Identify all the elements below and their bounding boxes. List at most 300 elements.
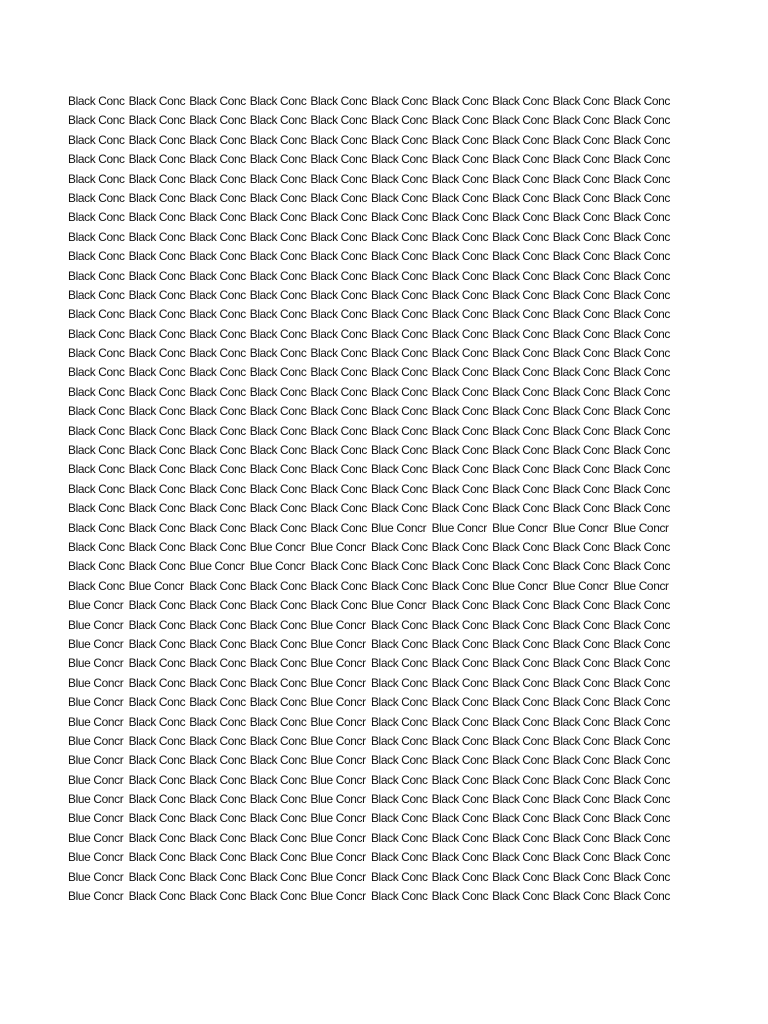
- text-row: [68, 111, 674, 130]
- text-cell: Black Conc: [249, 210, 307, 225]
- text-cell: Black Conc: [552, 636, 610, 651]
- text-cell: Blue Concr: [310, 733, 366, 748]
- text-cell: Blue Concr: [310, 675, 366, 690]
- text-cell: Black Conc: [249, 675, 307, 690]
- text-cell: Blue Concr: [310, 869, 366, 884]
- text-cell: Black Conc: [249, 384, 307, 399]
- text-cell: Blue Concr: [492, 578, 548, 593]
- text-cell: Black Conc: [370, 210, 428, 225]
- text-cell: Black Conc: [431, 229, 489, 244]
- text-cell: Black Conc: [492, 656, 549, 671]
- text-cell: Blue Concr: [310, 617, 366, 632]
- text-cell: Black Conc: [68, 443, 125, 458]
- text-cell: Black Conc: [552, 889, 610, 904]
- text-cell: Blue Concr: [249, 559, 306, 574]
- text-cell: Black Conc: [249, 656, 307, 671]
- text-cell: Black Conc: [370, 113, 428, 128]
- text-cell: Black Conc: [370, 462, 428, 477]
- text-cell: Black Conc: [128, 598, 186, 613]
- text-cell: Black Conc: [310, 423, 368, 438]
- text-cell: Black Conc: [370, 636, 428, 651]
- text-cell: Black Conc: [128, 423, 186, 438]
- text-cell: Blue Concr: [310, 656, 366, 671]
- text-cell: Black Conc: [68, 229, 125, 244]
- text-cell: Black Conc: [68, 171, 125, 186]
- text-cell: Black Conc: [492, 753, 549, 768]
- text-cell: Black Conc: [249, 714, 307, 729]
- text-cell: Blue Concr: [552, 520, 609, 535]
- text-cell: Black Conc: [189, 326, 246, 341]
- text-cell: Black Conc: [249, 249, 307, 264]
- text-cell: Black Conc: [310, 152, 368, 167]
- text-cell: Black Conc: [310, 520, 368, 535]
- text-cell: Black Conc: [613, 171, 670, 186]
- text-cell: Black Conc: [613, 113, 670, 128]
- text-cell: Black Conc: [492, 501, 549, 516]
- text-cell: Black Conc: [613, 268, 670, 283]
- text-cell: Black Conc: [431, 307, 489, 322]
- text-cell: Black Conc: [552, 714, 610, 729]
- text-cell: Black Conc: [552, 287, 610, 302]
- text-cell: Black Conc: [431, 714, 489, 729]
- text-cell: Black Conc: [128, 539, 186, 554]
- text-cell: Black Conc: [128, 307, 186, 322]
- text-cell: Blue Concr: [370, 520, 427, 535]
- text-cell: Black Conc: [431, 443, 489, 458]
- text-cell: Black Conc: [370, 889, 428, 904]
- text-row: [68, 519, 674, 538]
- text-cell: Black Conc: [613, 889, 670, 904]
- text-cell: Black Conc: [492, 132, 549, 147]
- text-row: [68, 441, 674, 460]
- text-row: [68, 809, 674, 828]
- text-cell: Black Conc: [128, 190, 186, 205]
- text-cell: Black Conc: [613, 443, 670, 458]
- text-cell: Black Conc: [552, 753, 610, 768]
- text-cell: Black Conc: [370, 268, 428, 283]
- text-cell: Black Conc: [492, 617, 549, 632]
- text-row: [68, 887, 674, 906]
- text-cell: Black Conc: [128, 869, 186, 884]
- text-cell: Black Conc: [128, 520, 186, 535]
- text-cell: Black Conc: [249, 695, 307, 710]
- text-cell: Black Conc: [492, 152, 549, 167]
- text-cell: Black Conc: [249, 598, 307, 613]
- text-cell: Black Conc: [370, 578, 428, 593]
- text-cell: Black Conc: [552, 132, 610, 147]
- text-cell: Black Conc: [552, 249, 610, 264]
- text-cell: Black Conc: [431, 811, 489, 826]
- text-cell: Black Conc: [431, 578, 489, 593]
- text-cell: Black Conc: [249, 462, 307, 477]
- text-cell: Blue Concr: [68, 850, 124, 865]
- text-cell: Black Conc: [189, 229, 246, 244]
- text-cell: Black Conc: [552, 210, 610, 225]
- text-cell: Black Conc: [431, 326, 489, 341]
- text-row: [68, 131, 674, 150]
- text-row: [68, 383, 674, 402]
- text-cell: Black Conc: [431, 190, 489, 205]
- text-cell: Blue Concr: [68, 695, 124, 710]
- text-cell: Black Conc: [613, 792, 670, 807]
- text-cell: Black Conc: [249, 520, 307, 535]
- text-cell: Black Conc: [128, 830, 186, 845]
- text-cell: Black Conc: [128, 365, 186, 380]
- text-row: [68, 208, 674, 227]
- text-cell: Black Conc: [613, 152, 670, 167]
- text-cell: Black Conc: [189, 869, 246, 884]
- text-cell: Black Conc: [189, 152, 246, 167]
- text-cell: Black Conc: [370, 811, 428, 826]
- text-cell: Black Conc: [249, 404, 307, 419]
- text-cell: Black Conc: [310, 268, 368, 283]
- text-cell: Black Conc: [552, 94, 610, 108]
- text-cell: Black Conc: [189, 811, 246, 826]
- text-cell: Black Conc: [552, 733, 610, 748]
- text-cell: Black Conc: [552, 559, 610, 574]
- text-row: [68, 557, 674, 576]
- text-cell: Black Conc: [249, 733, 307, 748]
- text-cell: Black Conc: [370, 695, 428, 710]
- text-row: [68, 286, 674, 305]
- text-cell: Black Conc: [370, 481, 428, 496]
- text-cell: Black Conc: [249, 811, 307, 826]
- text-cell: Black Conc: [431, 501, 489, 516]
- text-cell: Black Conc: [431, 94, 489, 108]
- text-cell: Black Conc: [613, 481, 670, 496]
- text-cell: Black Conc: [552, 113, 610, 128]
- text-cell: Black Conc: [249, 365, 307, 380]
- text-cell: Black Conc: [189, 190, 246, 205]
- text-cell: Black Conc: [128, 326, 186, 341]
- text-cell: Black Conc: [431, 113, 489, 128]
- text-cell: Black Conc: [552, 229, 610, 244]
- text-cell: Black Conc: [492, 113, 549, 128]
- text-cell: Black Conc: [492, 714, 549, 729]
- text-row: [68, 829, 674, 848]
- text-cell: Black Conc: [128, 152, 186, 167]
- text-cell: Black Conc: [492, 481, 549, 496]
- text-cell: Black Conc: [128, 443, 186, 458]
- text-row: [68, 150, 674, 169]
- text-cell: Black Conc: [613, 190, 670, 205]
- text-cell: Black Conc: [249, 617, 307, 632]
- text-cell: Black Conc: [370, 307, 428, 322]
- text-cell: Black Conc: [68, 462, 125, 477]
- text-cell: Black Conc: [431, 152, 489, 167]
- text-cell: Black Conc: [249, 229, 307, 244]
- text-cell: Black Conc: [310, 598, 368, 613]
- text-cell: Black Conc: [310, 307, 368, 322]
- text-cell: Black Conc: [552, 656, 610, 671]
- text-cell: Black Conc: [492, 404, 549, 419]
- text-row: [68, 771, 674, 790]
- text-cell: Black Conc: [310, 365, 368, 380]
- text-cell: Black Conc: [492, 365, 549, 380]
- text-cell: Black Conc: [370, 675, 428, 690]
- text-cell: Black Conc: [189, 830, 246, 845]
- text-cell: Black Conc: [128, 733, 186, 748]
- text-cell: Black Conc: [128, 113, 186, 128]
- text-cell: Black Conc: [249, 481, 307, 496]
- text-cell: Black Conc: [189, 695, 246, 710]
- text-cell: Black Conc: [552, 539, 610, 554]
- text-cell: Black Conc: [370, 656, 428, 671]
- text-cell: Black Conc: [128, 889, 186, 904]
- text-cell: Black Conc: [492, 423, 549, 438]
- text-cell: Black Conc: [128, 656, 186, 671]
- text-cell: Black Conc: [128, 384, 186, 399]
- text-cell: Black Conc: [310, 113, 368, 128]
- text-cell: Black Conc: [128, 229, 186, 244]
- text-cell: Black Conc: [68, 423, 125, 438]
- text-cell: Black Conc: [370, 869, 428, 884]
- text-row: [68, 460, 674, 479]
- text-cell: Blue Concr: [310, 811, 366, 826]
- text-cell: Black Conc: [431, 792, 489, 807]
- text-cell: Black Conc: [370, 443, 428, 458]
- text-cell: Black Conc: [189, 171, 246, 186]
- text-cell: Black Conc: [431, 210, 489, 225]
- text-cell: Black Conc: [492, 268, 549, 283]
- text-cell: Black Conc: [431, 850, 489, 865]
- text-cell: Blue Concr: [68, 869, 124, 884]
- text-cell: Black Conc: [189, 753, 246, 768]
- text-cell: Black Conc: [492, 772, 549, 787]
- text-cell: Black Conc: [492, 210, 549, 225]
- text-cell: Black Conc: [68, 539, 125, 554]
- text-cell: Blue Concr: [310, 714, 366, 729]
- text-cell: Black Conc: [249, 171, 307, 186]
- text-cell: Black Conc: [552, 501, 610, 516]
- text-cell: Black Conc: [249, 132, 307, 147]
- text-cell: Black Conc: [310, 326, 368, 341]
- text-cell: Black Conc: [370, 830, 428, 845]
- text-cell: Black Conc: [189, 850, 246, 865]
- text-cell: Black Conc: [249, 443, 307, 458]
- text-row: [68, 92, 674, 111]
- text-cell: Black Conc: [552, 792, 610, 807]
- text-cell: Black Conc: [128, 404, 186, 419]
- text-cell: Black Conc: [249, 772, 307, 787]
- text-cell: Black Conc: [370, 190, 428, 205]
- text-cell: Black Conc: [613, 714, 670, 729]
- text-row: [68, 402, 674, 421]
- text-cell: Blue Concr: [552, 578, 609, 593]
- text-cell: Black Conc: [249, 830, 307, 845]
- text-cell: Black Conc: [613, 326, 670, 341]
- text-cell: Black Conc: [189, 287, 246, 302]
- text-row: [68, 480, 674, 499]
- text-cell: Black Conc: [68, 152, 125, 167]
- text-cell: Black Conc: [310, 578, 368, 593]
- text-cell: Black Conc: [552, 346, 610, 361]
- text-cell: Black Conc: [431, 675, 489, 690]
- text-cell: Black Conc: [613, 132, 670, 147]
- text-row: [68, 247, 674, 266]
- text-cell: Black Conc: [249, 501, 307, 516]
- text-cell: Black Conc: [189, 113, 246, 128]
- text-cell: Black Conc: [128, 462, 186, 477]
- text-cell: Black Conc: [613, 772, 670, 787]
- text-cell: Black Conc: [128, 249, 186, 264]
- text-cell: Black Conc: [249, 113, 307, 128]
- text-cell: Black Conc: [431, 404, 489, 419]
- text-cell: Black Conc: [552, 152, 610, 167]
- text-cell: Black Conc: [613, 850, 670, 865]
- text-grid: [68, 92, 674, 906]
- text-cell: Black Conc: [128, 753, 186, 768]
- text-cell: Black Conc: [68, 210, 125, 225]
- text-cell: Black Conc: [370, 772, 428, 787]
- text-cell: Black Conc: [189, 384, 246, 399]
- text-cell: Black Conc: [249, 889, 307, 904]
- text-cell: Black Conc: [189, 94, 246, 108]
- text-cell: Black Conc: [431, 656, 489, 671]
- text-cell: Black Conc: [370, 559, 428, 574]
- text-cell: Black Conc: [189, 733, 246, 748]
- text-cell: Blue Concr: [68, 772, 124, 787]
- text-cell: Black Conc: [613, 384, 670, 399]
- text-cell: Black Conc: [310, 229, 368, 244]
- text-cell: Black Conc: [370, 539, 428, 554]
- text-cell: Black Conc: [189, 636, 246, 651]
- text-cell: Black Conc: [431, 753, 489, 768]
- text-cell: Black Conc: [128, 714, 186, 729]
- text-row: [68, 674, 674, 693]
- text-cell: Black Conc: [492, 792, 549, 807]
- text-cell: Black Conc: [613, 753, 670, 768]
- text-cell: Black Conc: [492, 559, 549, 574]
- text-cell: Black Conc: [552, 443, 610, 458]
- text-cell: Black Conc: [613, 404, 670, 419]
- text-cell: Black Conc: [310, 443, 368, 458]
- text-cell: Black Conc: [431, 384, 489, 399]
- text-cell: Black Conc: [370, 152, 428, 167]
- text-cell: Blue Concr: [68, 753, 124, 768]
- text-cell: Black Conc: [189, 520, 246, 535]
- text-cell: Black Conc: [370, 229, 428, 244]
- text-cell: Black Conc: [189, 249, 246, 264]
- text-cell: Black Conc: [310, 287, 368, 302]
- text-cell: Black Conc: [613, 423, 670, 438]
- text-cell: Black Conc: [128, 210, 186, 225]
- text-cell: Black Conc: [128, 675, 186, 690]
- text-cell: Black Conc: [552, 617, 610, 632]
- text-cell: Black Conc: [310, 559, 368, 574]
- text-cell: Blue Concr: [68, 617, 124, 632]
- text-cell: Black Conc: [431, 171, 489, 186]
- text-row: [68, 344, 674, 363]
- text-row: [68, 596, 674, 615]
- text-cell: Black Conc: [249, 346, 307, 361]
- text-cell: Black Conc: [492, 94, 549, 108]
- text-cell: Black Conc: [552, 675, 610, 690]
- text-cell: Black Conc: [613, 287, 670, 302]
- text-cell: Black Conc: [613, 365, 670, 380]
- text-cell: Black Conc: [613, 539, 670, 554]
- text-cell: Black Conc: [128, 811, 186, 826]
- text-cell: Blue Concr: [68, 714, 124, 729]
- text-row: [68, 538, 674, 557]
- text-cell: Black Conc: [613, 249, 670, 264]
- text-cell: Black Conc: [431, 830, 489, 845]
- text-cell: Black Conc: [189, 578, 246, 593]
- text-cell: Black Conc: [68, 113, 125, 128]
- text-cell: Black Conc: [431, 869, 489, 884]
- text-cell: Black Conc: [370, 617, 428, 632]
- text-cell: Black Conc: [492, 889, 549, 904]
- text-cell: Black Conc: [189, 307, 246, 322]
- text-cell: Black Conc: [128, 501, 186, 516]
- text-cell: Black Conc: [492, 249, 549, 264]
- text-cell: Black Conc: [189, 501, 246, 516]
- text-cell: Blue Concr: [68, 636, 124, 651]
- text-cell: Black Conc: [431, 462, 489, 477]
- text-cell: Black Conc: [370, 287, 428, 302]
- text-cell: Black Conc: [249, 94, 307, 108]
- text-cell: Black Conc: [68, 326, 125, 341]
- text-cell: Black Conc: [431, 287, 489, 302]
- text-cell: Black Conc: [613, 617, 670, 632]
- text-cell: Black Conc: [613, 869, 670, 884]
- text-row: [68, 305, 674, 324]
- text-cell: Black Conc: [492, 675, 549, 690]
- text-cell: Black Conc: [310, 249, 368, 264]
- text-cell: Blue Concr: [310, 539, 366, 554]
- text-cell: Black Conc: [249, 190, 307, 205]
- text-cell: Black Conc: [492, 384, 549, 399]
- text-cell: Black Conc: [431, 132, 489, 147]
- text-cell: Black Conc: [189, 772, 246, 787]
- text-cell: Blue Concr: [68, 656, 124, 671]
- text-cell: Black Conc: [128, 792, 186, 807]
- text-cell: Black Conc: [370, 501, 428, 516]
- text-cell: Black Conc: [492, 307, 549, 322]
- text-cell: Black Conc: [370, 365, 428, 380]
- text-cell: Black Conc: [552, 481, 610, 496]
- text-cell: Black Conc: [189, 365, 246, 380]
- text-cell: Black Conc: [492, 346, 549, 361]
- text-cell: Black Conc: [370, 423, 428, 438]
- text-cell: Black Conc: [492, 811, 549, 826]
- text-cell: Black Conc: [552, 307, 610, 322]
- text-cell: Black Conc: [552, 811, 610, 826]
- text-cell: Black Conc: [431, 346, 489, 361]
- text-cell: Black Conc: [370, 171, 428, 186]
- text-row: [68, 654, 674, 673]
- text-cell: Black Conc: [552, 772, 610, 787]
- text-cell: Black Conc: [249, 850, 307, 865]
- text-cell: Black Conc: [431, 617, 489, 632]
- text-cell: Black Conc: [431, 481, 489, 496]
- text-cell: Black Conc: [189, 268, 246, 283]
- text-cell: Black Conc: [68, 520, 125, 535]
- text-cell: Black Conc: [249, 792, 307, 807]
- text-cell: Blue Concr: [68, 811, 124, 826]
- text-cell: Black Conc: [613, 559, 670, 574]
- text-cell: Black Conc: [370, 346, 428, 361]
- text-cell: Black Conc: [310, 384, 368, 399]
- text-cell: Black Conc: [310, 404, 368, 419]
- text-cell: Black Conc: [189, 617, 246, 632]
- text-cell: Black Conc: [370, 733, 428, 748]
- text-row: [68, 499, 674, 518]
- text-cell: Black Conc: [128, 850, 186, 865]
- text-cell: Black Conc: [492, 229, 549, 244]
- text-cell: Black Conc: [249, 287, 307, 302]
- text-cell: Black Conc: [249, 636, 307, 651]
